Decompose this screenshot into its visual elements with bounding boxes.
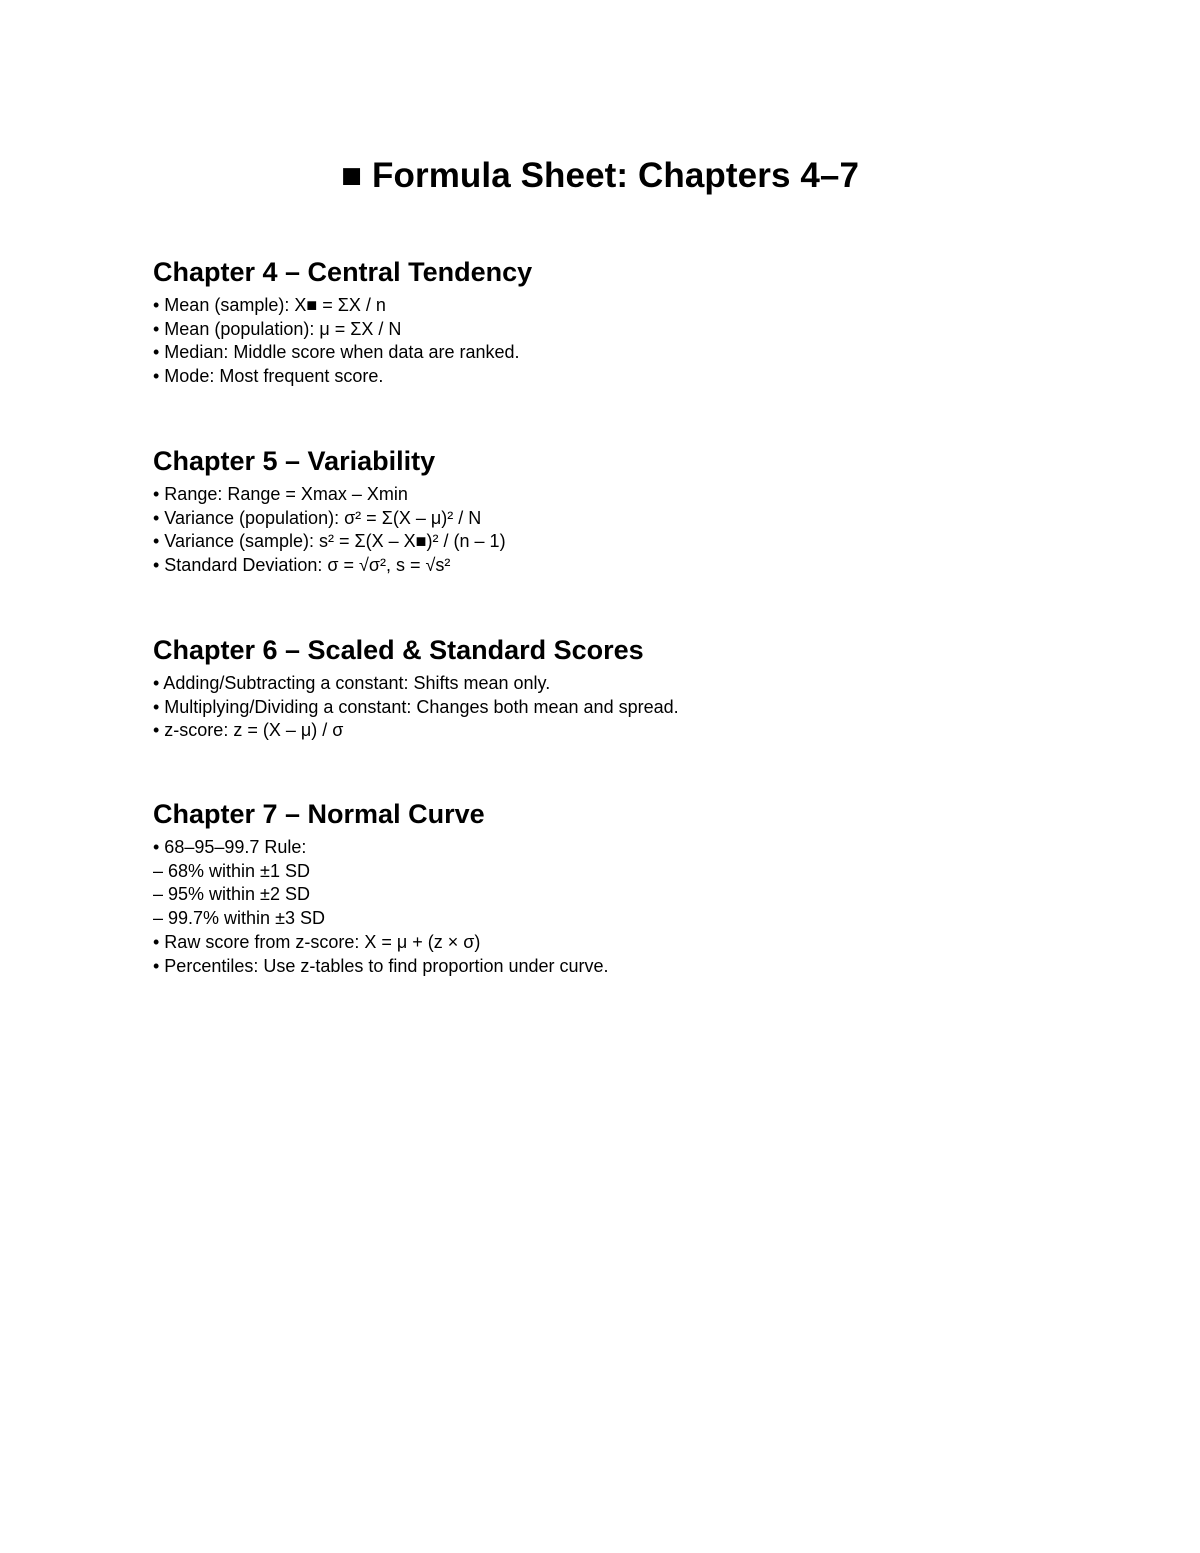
section-heading: Chapter 7 – Normal Curve <box>153 799 485 829</box>
formula-list <box>153 483 1053 578</box>
formula-line: • Mode: Most frequent score. <box>153 366 384 387</box>
formula-line: – 95% within ±2 SD <box>153 884 310 905</box>
formula-line: • Percentiles: Use z-tables to find proportion under curve. <box>153 955 609 976</box>
formula-line: – 99.7% within ±3 SD <box>153 908 325 929</box>
formula-list <box>153 672 1053 743</box>
section-chapter-5 <box>153 443 1053 578</box>
formula-line: • Raw score from z-score: X = μ + (z × σ) <box>153 931 481 952</box>
formula-line: – 68% within ±1 SD <box>153 860 310 881</box>
formula-line: • Mean (population): μ = ΣX / N <box>153 318 402 339</box>
document-title: ■ Formula Sheet: Chapters 4–7 <box>340 156 860 195</box>
formula-line: • Standard Deviation: σ = √σ², s = √s² <box>153 555 451 576</box>
formula-list <box>153 294 1053 389</box>
section-heading: Chapter 5 – Variability <box>153 446 436 476</box>
formula-line: • Mean (sample): X■ = ΣX / n <box>153 295 386 315</box>
section-chapter-7 <box>153 796 1053 978</box>
section-chapter-6 <box>153 632 1053 743</box>
formula-list <box>153 836 1053 978</box>
formula-line: • Median: Middle score when data are ranked. <box>153 342 520 363</box>
formula-line: • Variance (population): σ² = Σ(X – μ)² / N <box>153 507 482 528</box>
formula-line: • 68–95–99.7 Rule: <box>153 837 307 857</box>
formula-line: • Variance (sample): s² = Σ(X – X■)² / (n – 1) <box>153 531 506 552</box>
formula-line: • Adding/Subtracting a constant: Shifts mean only. <box>153 673 551 693</box>
section-heading: Chapter 6 – Scaled & Standard Scores <box>153 635 644 665</box>
formula-line: • z-score: z = (X – μ) / σ <box>153 720 344 741</box>
section-heading: Chapter 4 – Central Tendency <box>153 257 533 287</box>
formula-line: • Multiplying/Dividing a constant: Changes both mean and spread. <box>153 696 679 717</box>
formula-line: • Range: Range = Xmax – Xmin <box>153 484 408 504</box>
section-chapter-4 <box>153 254 1053 389</box>
